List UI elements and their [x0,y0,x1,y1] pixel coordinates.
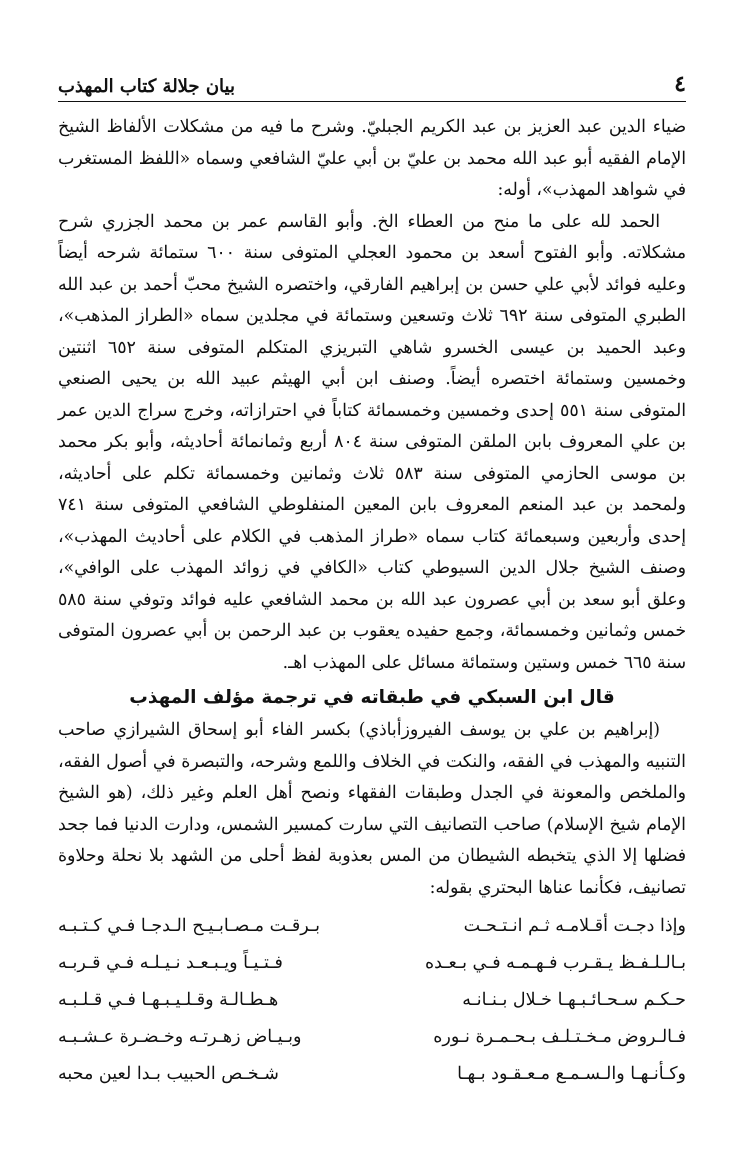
poem-hemistich-second: وبـيـاض زهـرتـه وخـضـرة عـشـبـه [58,1027,302,1047]
poem-hemistich-second: شـخـص الحبيب بـدا لعين محبه [58,1064,279,1084]
page-body [58,112,686,1093]
poem-hemistich-first: وكـأنـهـا والـسـمـع مـعـقـود بـهـا [457,1064,686,1084]
poem [58,908,686,1093]
paragraph-commentaries: الحمد لله على ما منح من العطاء الخ. وأبو القاسم عمر بن محمد الجزري شرح مشكلاته. وأبو الفتوح أسعد بن محمود العجلي المتوفى سنة ٦٠٠ ستمائة شرحه أيضاً وعليه فوائد لأبي علي حسن بن إبراهيم الفارقي، واختصره الشيخ محبّ أحمد بن عبد الله الطبري المتوفى سنة ٦٩٢ ثلاث وتسعين وستمائة في مجلدين سماه «الطراز المذهب»، وعبد الحميد بن عيسى الخسرو شاهي التبريزي المتكلم المتوفى سنة ٦٥٢ اثنتين وخمسين وستمائة اختصره أيضاً. وصنف ابن أبي الهيثم عبيد الله بن يحيى الصنعي المتوفى سنة ٥٥١ إحدى وخمسين وخمسمائة كتاباً في احترازاته، وخرج سراج الدين عمر بن علي المعروف بابن الملقن المتوفى سنة ٨٠٤ أربع وثمانمائة أحاديثه، وأبو بكر محمد بن موسى الحازمي المتوفى سنة ٥٨٣ ثلاث وثمانين وخمسمائة تكلم على أحاديثه، ولمحمد بن عبد المنعم المعروف بابن المعين المنفلوطي الشافعي المتوفى سنة ٧٤١ إحدى وأربعين وسبعمائة كتاب سماه «طراز المذهب في الكلام على أحاديث المهذب»، وصنف الشيخ جلال الدين السيوطي كتاب «الكافي في زوائد المهذب على الوافي»، وعلق أبو سعد بن أبي عصرون عبد الله بن محمد الشافعي عليه فوائد وتوفي سنة ٥٨٥ خمس وثمانين وخمسمائة، وجمع حفيده يعقوب بن عبد الرحمن بن أبي عصرون المتوفى سنة ٦٦٥ خمس وستين وستمائة مسائل على المهذب اهـ. [58,211,687,673]
poem-hemistich-second: فـتـيـاً ويـبـعـد نـيـلـه فـي قـربـه [58,953,283,973]
page-number: ٤ [674,71,686,97]
poem-verse [58,1056,686,1093]
page-header [58,66,686,102]
poem-hemistich-first: بـالـلـفـظ يـقـرب فـهـمـه فـي بـعـده [425,953,686,973]
poem-hemistich-first: وإذا دجـت أقـلامـه ثـم انـتـحـت [463,916,686,936]
poem-verse [58,1019,686,1056]
poem-hemistich-second: بـرقـت مـصـابـيـح الـدجـا فـي كـتـبـه [58,916,320,936]
poem-verse [58,982,686,1019]
running-title: بيان جلالة كتاب المهذب [58,76,235,97]
poem-hemistich-first: فـالـروض مـخـتـلـف بـحـمـرة نـوره [433,1027,686,1047]
poem-verse [58,908,686,945]
poem-hemistich-first: حـكـم سـحـائـبـهـا خـلال بـنـانـه [462,990,686,1010]
poem-hemistich-second: هـطـالـة وقـلـيـبـهـا فـي قـلـبـه [58,990,279,1010]
section-heading: قال ابن السبكي في طبقاته في ترجمة مؤلف المهذب [129,687,615,708]
paragraph-biography: (إبراهيم بن علي بن يوسف الفيروزأباذي) بكسر الفاء أبو إسحاق الشيرازي صاحب التنبيه والمهذب في الفقه، والنكت في الخلاف واللمع وشرحه، والتبصرة في أصول الفقه، والملخص والمعونة في الجدل وطبقات الفقهاء ونصح أهل العلم وغير ذلك، (هو الشيخ الإمام شيخ الإسلام) صاحب التصانيف التي سارت كمسير الشمس، ودارت الدنيا فما جحد فضلها إلا الذي يتخبطه الشيطان من المس بعذوبة لفظ أحلى من الشهد بلا نحلة وحلاوة تصانيف، فكأنما عناها البحتري بقوله: [58,720,686,898]
poem-verse [58,945,686,982]
paragraph-continuation: ضياء الدين عبد العزيز بن عبد الكريم الجبليّ. وشرح ما فيه من مشكلات الألفاظ الشيخ الإمام الفقيه أبو عبد الله محمد بن عليّ بن أبي عليّ الشافعي وسماه «اللفظ المستغرب في شواهد المهذب»، أوله: [58,117,686,200]
